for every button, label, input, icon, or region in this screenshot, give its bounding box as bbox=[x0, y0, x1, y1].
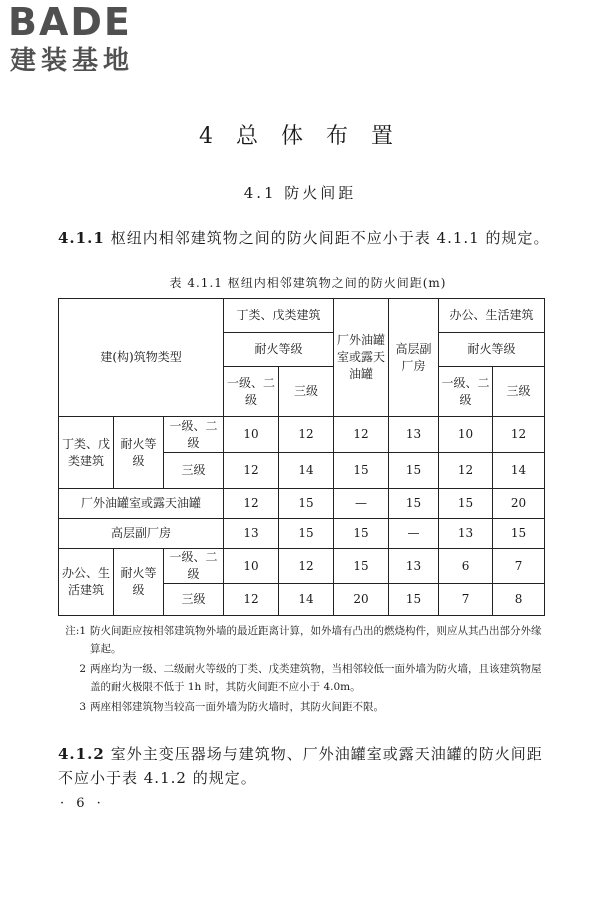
note-2 bbox=[60, 660, 550, 696]
table-cell: 14 bbox=[493, 453, 545, 489]
table-cell: 13 bbox=[224, 519, 279, 549]
table-cell: 15 bbox=[334, 519, 389, 549]
header-group-office: 办公、生活建筑 bbox=[439, 299, 545, 333]
table-cell: — bbox=[389, 519, 439, 549]
table-cell: 13 bbox=[389, 417, 439, 453]
table-cell: 15 bbox=[389, 489, 439, 519]
table-cell: 12 bbox=[493, 417, 545, 453]
clause-number: 4.1.1 bbox=[58, 229, 105, 247]
table-cell: 20 bbox=[334, 584, 389, 616]
header-fire-rating-office: 耐火等级 bbox=[439, 333, 545, 367]
table-cell: 10 bbox=[224, 417, 279, 453]
table-row bbox=[59, 549, 545, 584]
row-grade: 一级、二级 bbox=[164, 417, 224, 453]
header-fire-rating: 耐火等级 bbox=[224, 333, 334, 367]
logo-brand-text: BADE bbox=[8, 0, 132, 44]
note-label: 注:1 bbox=[65, 625, 86, 637]
table-cell: 12 bbox=[224, 489, 279, 519]
table-notes bbox=[60, 622, 550, 718]
table-cell: 12 bbox=[439, 453, 493, 489]
header-grade-1-2-office: 一级、二级 bbox=[439, 367, 493, 417]
row-label: 高层副厂房 bbox=[59, 519, 224, 549]
table-cell: 15 bbox=[389, 584, 439, 616]
table-cell: 15 bbox=[279, 519, 334, 549]
row-subcategory: 耐火等级 bbox=[114, 549, 164, 616]
row-grade: 三级 bbox=[164, 453, 224, 489]
row-subcategory: 耐火等级 bbox=[114, 417, 164, 489]
header-group-ding-wu: 丁类、戊类建筑 bbox=[224, 299, 334, 333]
section-title: 4.1 防火间距 bbox=[243, 184, 357, 202]
row-grade: 三级 bbox=[164, 584, 224, 616]
table-cell: 14 bbox=[279, 584, 334, 616]
table-cell: 13 bbox=[389, 549, 439, 584]
fire-distance-table bbox=[58, 298, 545, 616]
note-text: 防火间距应按相邻建筑物外墙的最近距离计算，如外墙有凸出的燃烧构件，则应从其凸出部分外缘算起。 bbox=[90, 625, 542, 655]
table-row bbox=[59, 489, 545, 519]
note-3 bbox=[60, 698, 550, 716]
note-label: 2 bbox=[79, 663, 86, 675]
table-cell: 12 bbox=[224, 584, 279, 616]
table-cell: 12 bbox=[334, 417, 389, 453]
table-cell: 13 bbox=[439, 519, 493, 549]
table-caption: 表 4.1.1 枢纽内相邻建筑物之间的防火间距(m) bbox=[169, 276, 447, 290]
clause-text: 枢纽内相邻建筑物之间的防火间距不应小于表 4.1.1 的规定。 bbox=[110, 229, 550, 247]
note-1 bbox=[60, 622, 550, 658]
table-cell: 15 bbox=[389, 453, 439, 489]
table-cell: 15 bbox=[334, 549, 389, 584]
header-grade-1-2: 一级、二级 bbox=[224, 367, 279, 417]
table-cell: 14 bbox=[279, 453, 334, 489]
row-category: 办公、生活建筑 bbox=[59, 549, 114, 616]
row-grade: 一级、二级 bbox=[164, 549, 224, 584]
table-cell: 10 bbox=[439, 417, 493, 453]
row-category: 丁类、戊类建筑 bbox=[59, 417, 114, 489]
clause-4-1-1 bbox=[58, 226, 558, 250]
clause-text: 室外主变压器场与建筑物、厂外油罐室或露天油罐的防火间距不应小于表 4.1.2 的规定。 bbox=[58, 745, 543, 787]
table-cell: 8 bbox=[493, 584, 545, 616]
table-cell: 7 bbox=[493, 549, 545, 584]
table-cell: 12 bbox=[279, 549, 334, 584]
table-cell: — bbox=[334, 489, 389, 519]
table-cell: 20 bbox=[493, 489, 545, 519]
header-grade-3: 三级 bbox=[279, 367, 334, 417]
row-label: 厂外油罐室或露天油罐 bbox=[59, 489, 224, 519]
table-cell: 6 bbox=[439, 549, 493, 584]
note-text: 两座均为一级、二级耐火等级的丁类、戊类建筑物，当相邻较低一面外墙为防火墙，且该建筑物屋盖的耐火极限不低于 1h 时，其防火间距不应小于 4.0m。 bbox=[90, 663, 542, 693]
table-row bbox=[59, 417, 545, 453]
table-cell: 15 bbox=[439, 489, 493, 519]
header-oil-tank: 厂外油罐室或露天油罐 bbox=[334, 299, 389, 417]
header-grade-3-office: 三级 bbox=[493, 367, 545, 417]
page-number: · 6 · bbox=[60, 796, 105, 811]
table-cell: 15 bbox=[334, 453, 389, 489]
clause-number: 4.1.2 bbox=[58, 745, 105, 763]
chapter-title: 4 总 体 布 置 bbox=[199, 124, 401, 149]
table-row bbox=[59, 519, 545, 549]
brand-logo bbox=[8, 2, 178, 82]
table-cell: 10 bbox=[224, 549, 279, 584]
clause-4-1-2 bbox=[58, 742, 558, 790]
table-cell: 15 bbox=[493, 519, 545, 549]
logo-subtitle: 建装基地 bbox=[10, 46, 135, 76]
table-cell: 12 bbox=[279, 417, 334, 453]
note-text: 两座相邻建筑物当较高一面外墙为防火墙时，其防火间距不限。 bbox=[90, 701, 384, 713]
header-high-annex: 高层副厂房 bbox=[389, 299, 439, 417]
table-cell: 12 bbox=[224, 453, 279, 489]
table-cell: 15 bbox=[279, 489, 334, 519]
note-label: 3 bbox=[79, 701, 86, 713]
header-building-type: 建(构)筑物类型 bbox=[59, 299, 224, 417]
table-cell: 7 bbox=[439, 584, 493, 616]
